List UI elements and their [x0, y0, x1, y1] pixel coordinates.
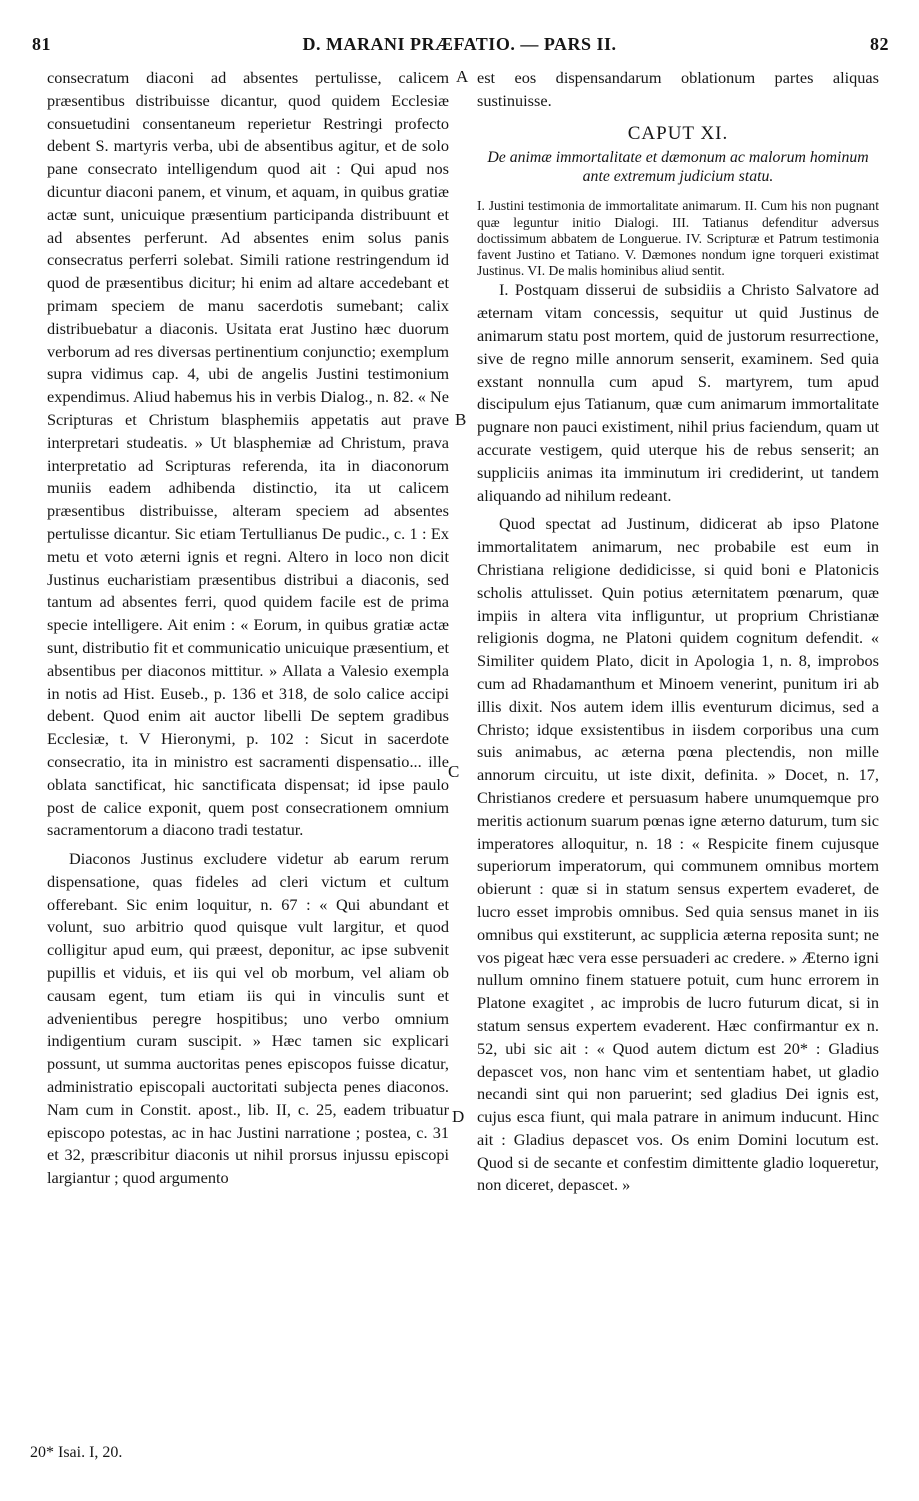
page-number-left: 81: [32, 34, 51, 54]
margin-letter-c: C: [448, 762, 460, 781]
right-paragraph-1: I. Postquam disserui de subsidiis a Christo Salvatore ad æternam vitam concessis, sequitur ut quid Justinus de animarum statu post mortem, quid de justorum resurrectione, sive de regno mille annorum senserit, examinem. Sed quia exstant nonnulla cum apud S. martyrem, tum apud discipulum ejus Tatianum, quæ cum animarum immortalitate pugnare non pauci existiment, nihil prius faciendum, quam ut accurate vestigem, quid uterque his de rebus senserit; an suppliciis animas ita imminutum iri crediderint, ut tandem aliquando ad nihilum redeant.: [477, 280, 879, 505]
header-title: D. MARANI PRÆFATIO. — PARS II.: [302, 34, 617, 54]
margin-letter-d: D: [452, 1107, 465, 1126]
chapter-summary: I. Justini testimonia de immortalitate animarum. II. Cum his non pugnant quæ leguntur initio Dialogi. III. Tatianus defenditur adversus doctissimum abbatem de Longuerue. IV. Scripturæ et Patrum testimonia favent Justino et Tatiano. V. Dæmones nondum igne torqueri existimat Justinus. VI. De malis hominibus aliud sentit.: [477, 198, 879, 279]
right-column: [477, 67, 879, 1197]
margin-letter-a: A: [456, 67, 469, 86]
running-header: [28, 34, 891, 56]
chapter-title: CAPUT XI.: [627, 122, 729, 144]
right-continuation: est eos dispensandarum oblationum partes aliquas sustinuisse.: [477, 68, 879, 110]
footnote: 20* Isai. I, 20.: [30, 1444, 123, 1461]
left-paragraph-1: consecratum diaconi ad absentes pertulisse, calicem præsentibus distribuisse dicantur, quod quidem Ecclesiæ consuetudini consentaneum reperietur Restringi profecto debent S. martyris verba, ubi de absentibus agitur, et de solo pane consecrato intelligendum quod ait : Qui apud nos dicuntur diaconi panem, et vinum, et aquam, in quibus gratiæ actæ sunt, unicuique præsentium participanda distribuunt et ad absentes perferunt. Ad absentes enim solus panis consecratus perferri solebat. Simili ratione restringendum id quod de præsentibus dicitur; hi enim ad altare accedebant et primam speciem de manu sacerdotis sumebant; calix distribuebatur a diaconis. Usitata erat Justino hæc duorum verborum ad res diversas pertinentium conjunctio; exemplum supra vidimus cap. 4, ubi de angelis Justini testimonium expendimus. Aliud habemus his in verbis Dialog., n. 82. « Ne Scripturas et Christum blasphemiis appetatis aut prave interpretari studeatis. » Ut blasphemiæ ad Christum, prava interpretatio ad Scripturas referenda, ita in diaconorum muniis eadem adhibenda distinctio, ita ut calicem præsentibus distribuisse, alteram speciem ad absentes pertulisse dicantur. Sic etiam Tertullianus De pudic., c. 1 : Ex metu et voto æterni ignis et regni. Altero in loco non dicit Justinus eucharistiam præsentibus distribui a diaconis, sed tantum ad absentes ferri, quod quidem facile est de prima specie intelligere. Ait enim : « Eorum, in quibus gratiæ actæ sunt, distributio fit et communicatio unicuique præsentium, et absentibus per diaconos mittitur. » Allata a Valesio exempla in notis ad Hist. Euseb., p. 136 et 318, de solo calice accipi debent. Quod enim ait auctor libelli De septem gradibus Ecclesiæ, t. V Hieronymi, p. 102 : Sicut in sacerdote consecratio, ita in ministro est sacramenti dispensatio... ille oblata sanctificat, hic sanctificata dispensat; id ipse paulo post de calice exponit, quem post consecrationem omnium sacramentorum a diacono tradi testatur.: [47, 68, 449, 840]
left-column: [47, 67, 449, 1190]
margin-letter-b: B: [455, 410, 467, 429]
chapter-subtitle: De animæ immortalitate et dæmonum ac malorum hominum ante extremum judicium statu.: [487, 149, 869, 186]
right-paragraph-2: Quod spectat ad Justinum, didicerat ab ipso Platone immortalitatem animarum, nec probabile est eum in Christiana religione dedidicisse, si quid boni e Platonicis scholis attulisset. Quin potius æternitatem pœnarum, quæ impiis in altera vita infliguntur, ut proprium Christianæ religionis dogma, ne Platoni quidem cognitum defendit. « Similiter quidem Plato, dicit in Apologia 1, n. 8, improbos cum ad Rhadamanthum et Minoem venerint, punitum iri ab illis dixit. Nos autem idem illis eventurum dicimus, sed a Christo; idque exsistentibus in iisdem corporibus una cum suis animabus, ac æterna pœna plectendis, non mille annorum circuitu, ut iste dixit, definita. » Docet, n. 17, Christianos credere et persuasum habere unumquemque pro meritis actionum suarum pœnas igne æterno daturum, tum sic imperatores alloquitur, n. 18 : « Respicite finem cujusque superiorum imperatorum, qui communem omnibus mortem obierunt : quæ si in statum sensus expertem evaderet, de lucro esset improbis omnibus. Sed quia sensus manet in iis omnibus qui exstiterunt, ac supplicia æterna reposita sunt; ne vos pigeat hæc vera esse persuaderi ac credere. » Æterno igni nullum omnino finem statuere potuit, cum hunc errorem in Platone exagitet , ac improbis de lucro futurum dicat, si in statum sensus expertem evaderent. Hæc confirmantur ex n. 52, ubi sic ait : « Quod autem dictum est 20* : Gladius depascet vos, non hanc vim et sententiam habet, ut gladio necandi sint qui non paruerint; sed gladius Dei ignis est, cujus esca fiunt, qui mala patrare in animum inducunt. Hinc ait : Gladius depascet vos. Os enim Domini locutum est. Quod si de secante et confestim dimittente gladio loqueretur, non diceret, depascet. »: [477, 514, 879, 1195]
left-paragraph-2: Diaconos Justinus excludere videtur ab earum rerum dispensatione, quas fideles ad cleri victum et cultum offerebant. Sic enim loquitur, n. 67 : « Qui abundant et volunt, suo arbitrio quod quisque vult largitur, et quod colligitur apud eum, qui præest, deponitur, ac ipse subvenit pupillis et viduis, et iis qui vel ob morbum, vel aliam ob causam egent, tum etiam iis qui in vinculis sunt et advenientibus peregre hospitibus; uno verbo omnium indigentium curam suscipit. » Hæc tamen sic explicari possunt, ut summa auctoritas penes episcopos fuisse dicatur, administratio episcopali auctoritati subjecta penes diaconos. Nam cum in Constit. apost., lib. II, c. 25, eadem tribuatur episcopo potestas, ac in hac Justini narratione ; postea, c. 31 et 32, præscribitur diaconis ut nihil prorsus injussu episcopi largiantur ; quod argumento: [47, 849, 449, 1188]
page-number-right: 82: [870, 34, 889, 54]
